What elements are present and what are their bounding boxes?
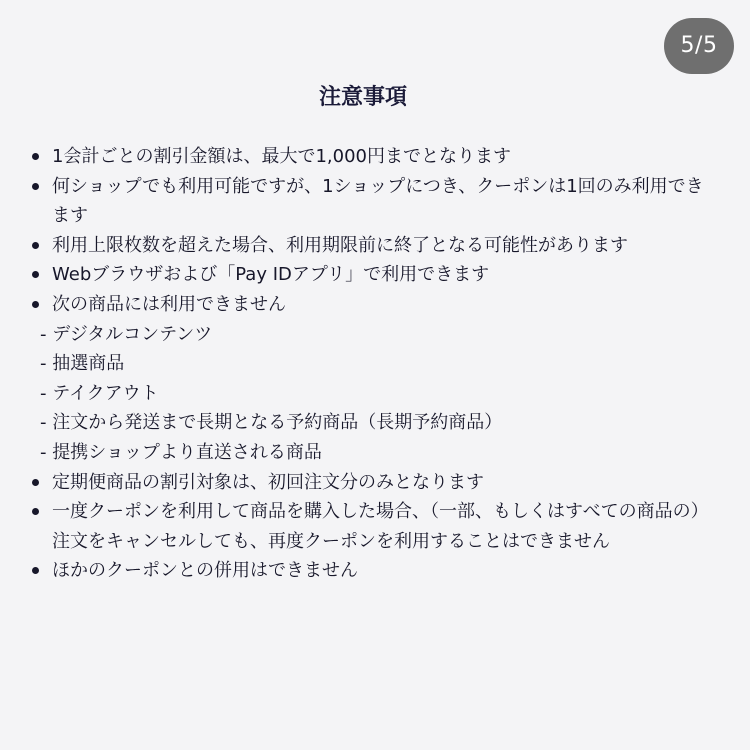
excluded-item-lottery-products: - 抽選商品	[40, 353, 125, 375]
excluded-item-takeout: - テイクアウト	[40, 382, 159, 404]
notice-list	[30, 142, 720, 586]
excluded-item-digital-content: - デジタルコンテンツ	[40, 323, 213, 345]
notice-item-shop-limit: 何ショップでも利用可能ですが、1ショップにつき、クーポンは1回のみ利用できます	[30, 172, 720, 231]
excluded-item-direct-shipping: - 提携ショップより直送される商品	[40, 441, 322, 463]
excluded-item-long-preorder: - 注文から発送まで長期となる予約商品（長期予約商品）	[40, 412, 503, 434]
notice-item-cancellation: 一度クーポンを利用して商品を購入した場合、（一部、もしくはすべての商品の）注文をキャンセルしても、再度クーポンを利用することはできません	[30, 497, 720, 556]
notice-title: 注意事項	[318, 85, 407, 110]
notice-item-available-channels: Webブラウザおよび「Pay IDアプリ」で利用できます	[30, 260, 720, 290]
notice-item-subscription: 定期便商品の割引対象は、初回注文分のみとなります	[30, 468, 720, 498]
page-counter-badge: 5/5	[664, 18, 734, 74]
notice-item-excluded-products: 次の商品には利用できません	[30, 290, 720, 320]
notice-item-max-discount: 1会計ごとの割引金額は、最大で1,000円までとなります	[30, 142, 720, 172]
notice-item-usage-limit: 利用上限枚数を超えた場合、利用期限前に終了となる可能性があります	[30, 231, 720, 261]
notice-item-no-combination: ほかのクーポンとの併用はできません	[30, 556, 720, 586]
